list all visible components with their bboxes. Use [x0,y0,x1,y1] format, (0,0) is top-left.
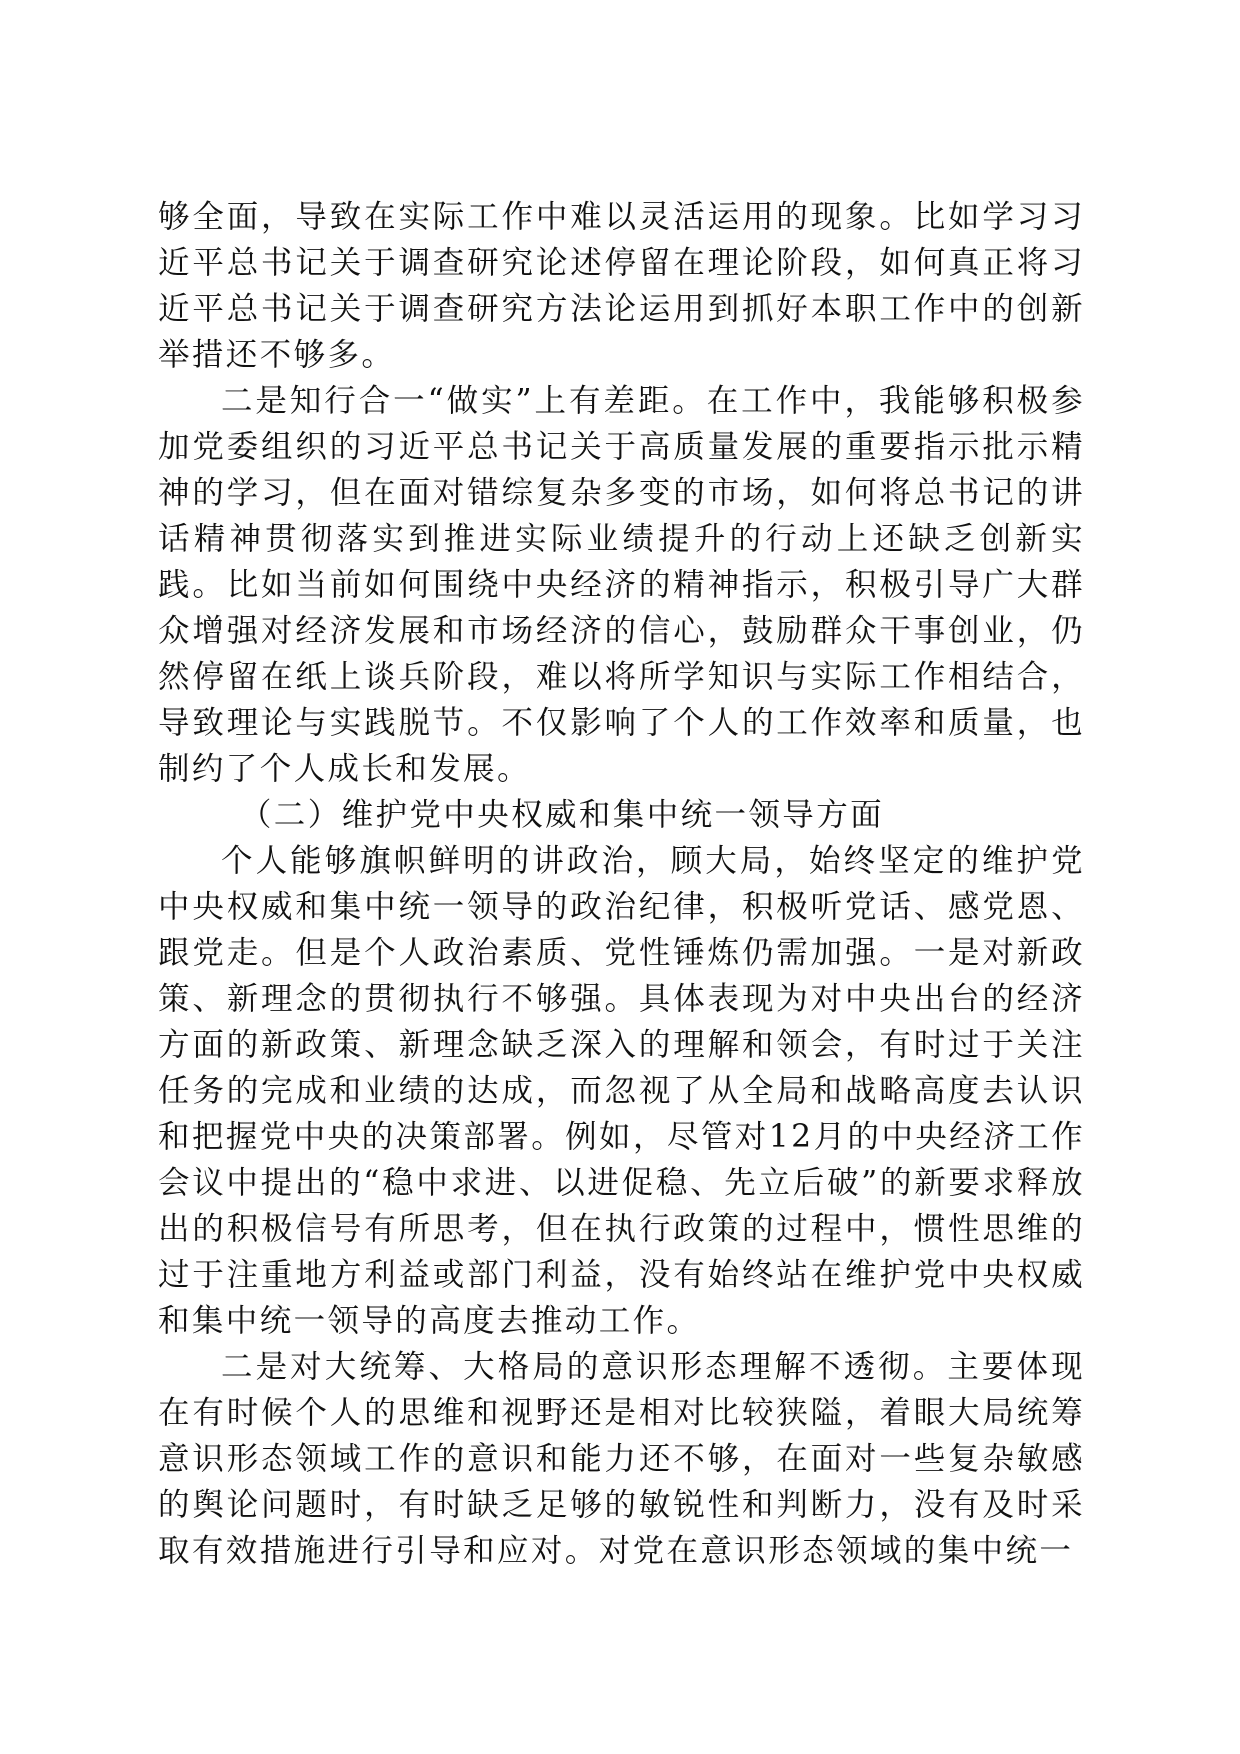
paragraph-party-authority: 个人能够旗帜鲜明的讲政治，顾大局，始终坚定的维护党中央权威和集中统一领导的政治纪律，积极听党话、感党恩、跟党走。但是个人政治素质、党性锤炼仍需加强。一是对新政策、新理念的贯彻执行不够强。具体表现为对中央出台的经济方面的新政策、新理念缺乏深入的理解和领会，有时过于关注任务的完成和业绩的达成，而忽视了从全局和战略高度去认识和把握党中央的决策部署。例如，尽管对12月的中央经济工作会议中提出的“稳中求进、以进促稳、先立后破”的新要求释放出的积极信号有所思考，但在执行政策的过程中，惯性思维的过于注重地方利益或部门利益，没有始终站在维护党中央权威和集中统一领导的高度去推动工作。 [158,843,1085,1339]
section-heading-2: （二）维护党中央权威和集中统一领导方面 [239,797,884,833]
paragraph-continuation: 够全面，导致在实际工作中难以灵活运用的现象。比如学习习近平总书记关于调查研究论述停留在理论阶段，如何真正将习近平总书记关于调查研究方法论运用到抓好本职工作中的创新举措还不够多。 [158,199,1085,373]
document-body [158,194,1085,1574]
paragraph-ideology-coordination: 二是对大统筹、大格局的意识形态理解不透彻。主要体现在有时候个人的思维和视野还是相对比较狭隘，着眼大局统筹意识形态领域工作的意识和能力还不够，在面对一些复杂敏感的舆论问题时，有时缺乏足够的敏锐性和判断力，没有及时采取有效措施进行引导和应对。对党在意识形态领域的集中统一 [158,1349,1085,1569]
paragraph-knowledge-action-gap: 二是知行合一“做实”上有差距。在工作中，我能够积极参加党委组织的习近平总书记关于高质量发展的重要指示批示精神的学习，但在面对错综复杂多变的市场，如何将总书记的讲话精神贯彻落实到推进实际业绩提升的行动上还缺乏创新实践。比如当前如何围绕中央经济的精神指示，积极引导广大群众增强对经济发展和市场经济的信心，鼓励群众干事创业，仍然停留在纸上谈兵阶段，难以将所学知识与实际工作相结合，导致理论与实践脱节。不仅影响了个人的工作效率和质量，也制约了个人成长和发展。 [158,383,1085,787]
